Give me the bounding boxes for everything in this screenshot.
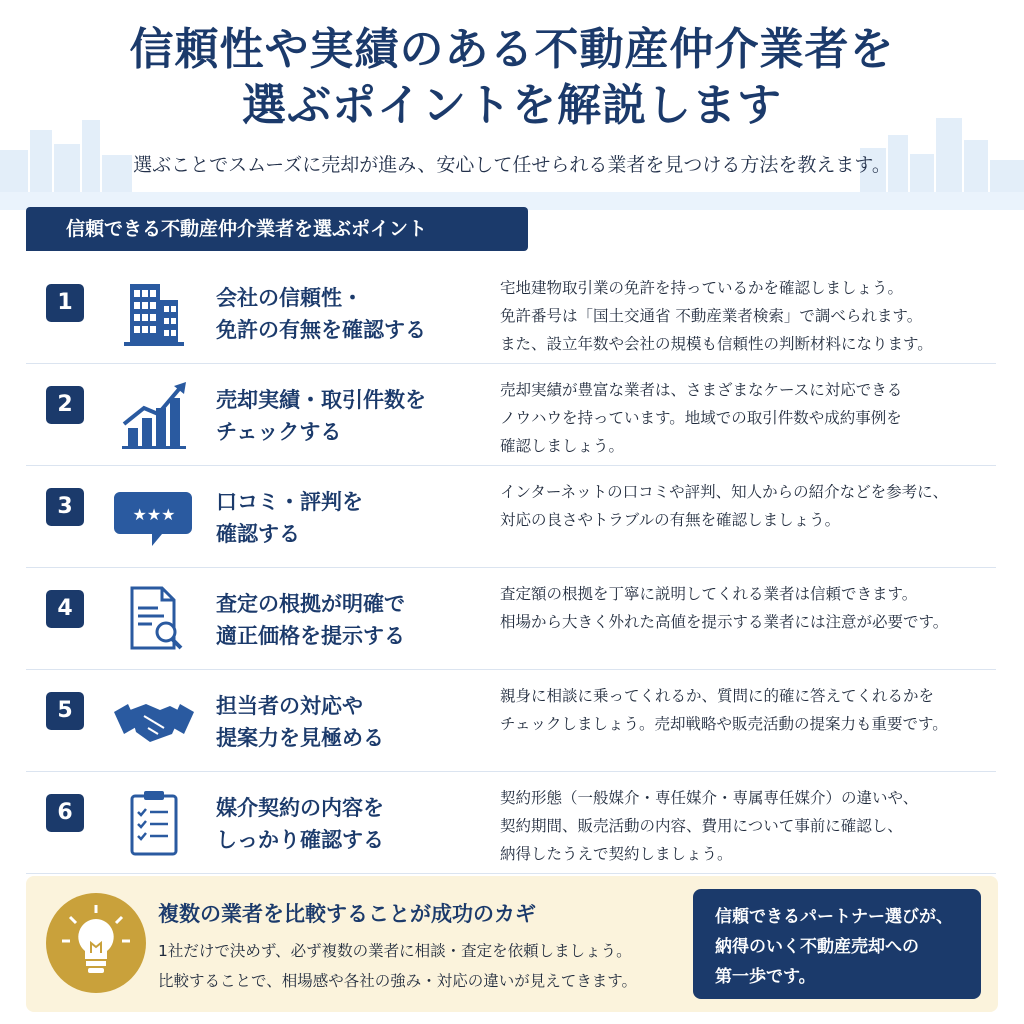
growth-chart-icon: [114, 380, 194, 450]
point-row-1: [26, 262, 996, 364]
page-subtitle: 選ぶことでスムーズに売却が進み、安心して任せられる業者を見つける方法を教えます。: [133, 154, 891, 176]
document-search-icon: [114, 584, 194, 654]
lightbulb-icon: [46, 893, 146, 993]
point-heading: 媒介契約の内容を しっかり確認する: [216, 796, 384, 852]
point-heading: 会社の信頼性・ 免許の有無を確認する: [216, 286, 426, 342]
point-description: 売却実績が豊富な業者は、さまざまなケースに対応できる ノウハウを持っています。地域での取引件数や成約事例を 確認しましょう。: [500, 381, 903, 455]
callout-message: 信頼できるパートナー選びが、 納得のいく不動産売却への 第一歩です。: [693, 889, 981, 999]
building-icon: [114, 278, 194, 348]
point-row-2: [26, 364, 996, 466]
point-description: 親身に相談に乗ってくれるか、質問に的確に答えてくれるかを チェックしましょう。売却戦略や販売活動の提案力も重要です。: [500, 687, 948, 733]
point-description: 契約形態（一般媒介・専任媒介・専属専任媒介）の違いや、 契約期間、販売活動の内容、費用について事前に確認し、 納得したうえで契約しましょう。: [500, 789, 919, 863]
section-label: 信頼できる不動産仲介業者を選ぶポイント: [26, 207, 528, 251]
point-number: 5: [46, 692, 84, 730]
point-description: 査定額の根拠を丁寧に説明してくれる業者は信頼できます。 相場から大きく外れた高値を提示する業者には注意が必要です。: [500, 585, 949, 631]
point-number: 1: [46, 284, 84, 322]
point-row-6: [26, 772, 996, 874]
tip-box: [26, 876, 998, 1012]
point-row-5: [26, 670, 996, 772]
review-bubble-icon: [114, 482, 194, 552]
point-row-4: [26, 568, 996, 670]
clipboard-checklist-icon: [114, 788, 194, 858]
point-heading: 担当者の対応や 提案力を見極める: [216, 694, 384, 750]
point-row-3: [26, 466, 996, 568]
title-line-2: 選ぶポイントを解説します: [242, 80, 782, 131]
point-description: インターネットの口コミや評判、知人からの紹介などを参考に、 対応の良さやトラブルの有無を確認しましょう。: [500, 483, 949, 529]
svg-text:★★★: ★★★: [132, 505, 176, 524]
title-line-1: 信頼性や実績のある不動産仲介業者を: [129, 24, 895, 75]
point-heading: 売却実績・取引件数を チェックする: [216, 388, 426, 444]
point-number: 2: [46, 386, 84, 424]
handshake-icon: [114, 686, 194, 756]
tip-title: 複数の業者を比較することが成功のカギ: [158, 902, 536, 926]
point-number: 6: [46, 794, 84, 832]
tip-text: 1社だけで決めず、必ず複数の業者に相談・査定を依頼しましょう。 比較することで、相場感や各社の強み・対応の違いが見えてきます。: [158, 942, 637, 990]
point-heading: 査定の根拠が明確で 適正価格を提示する: [216, 592, 405, 648]
point-heading: 口コミ・評判を 確認する: [216, 490, 363, 546]
point-description: 宅地建物取引業の免許を持っているかを確認しましょう。 免許番号は「国土交通省 不動産業者検索」で調べられます。 また、設立年数や会社の規模も信頼性の判断材料になります。: [500, 279, 933, 353]
point-number: 3: [46, 488, 84, 526]
point-number: 4: [46, 590, 84, 628]
points-list: [26, 262, 996, 874]
page-title: [0, 22, 1024, 134]
